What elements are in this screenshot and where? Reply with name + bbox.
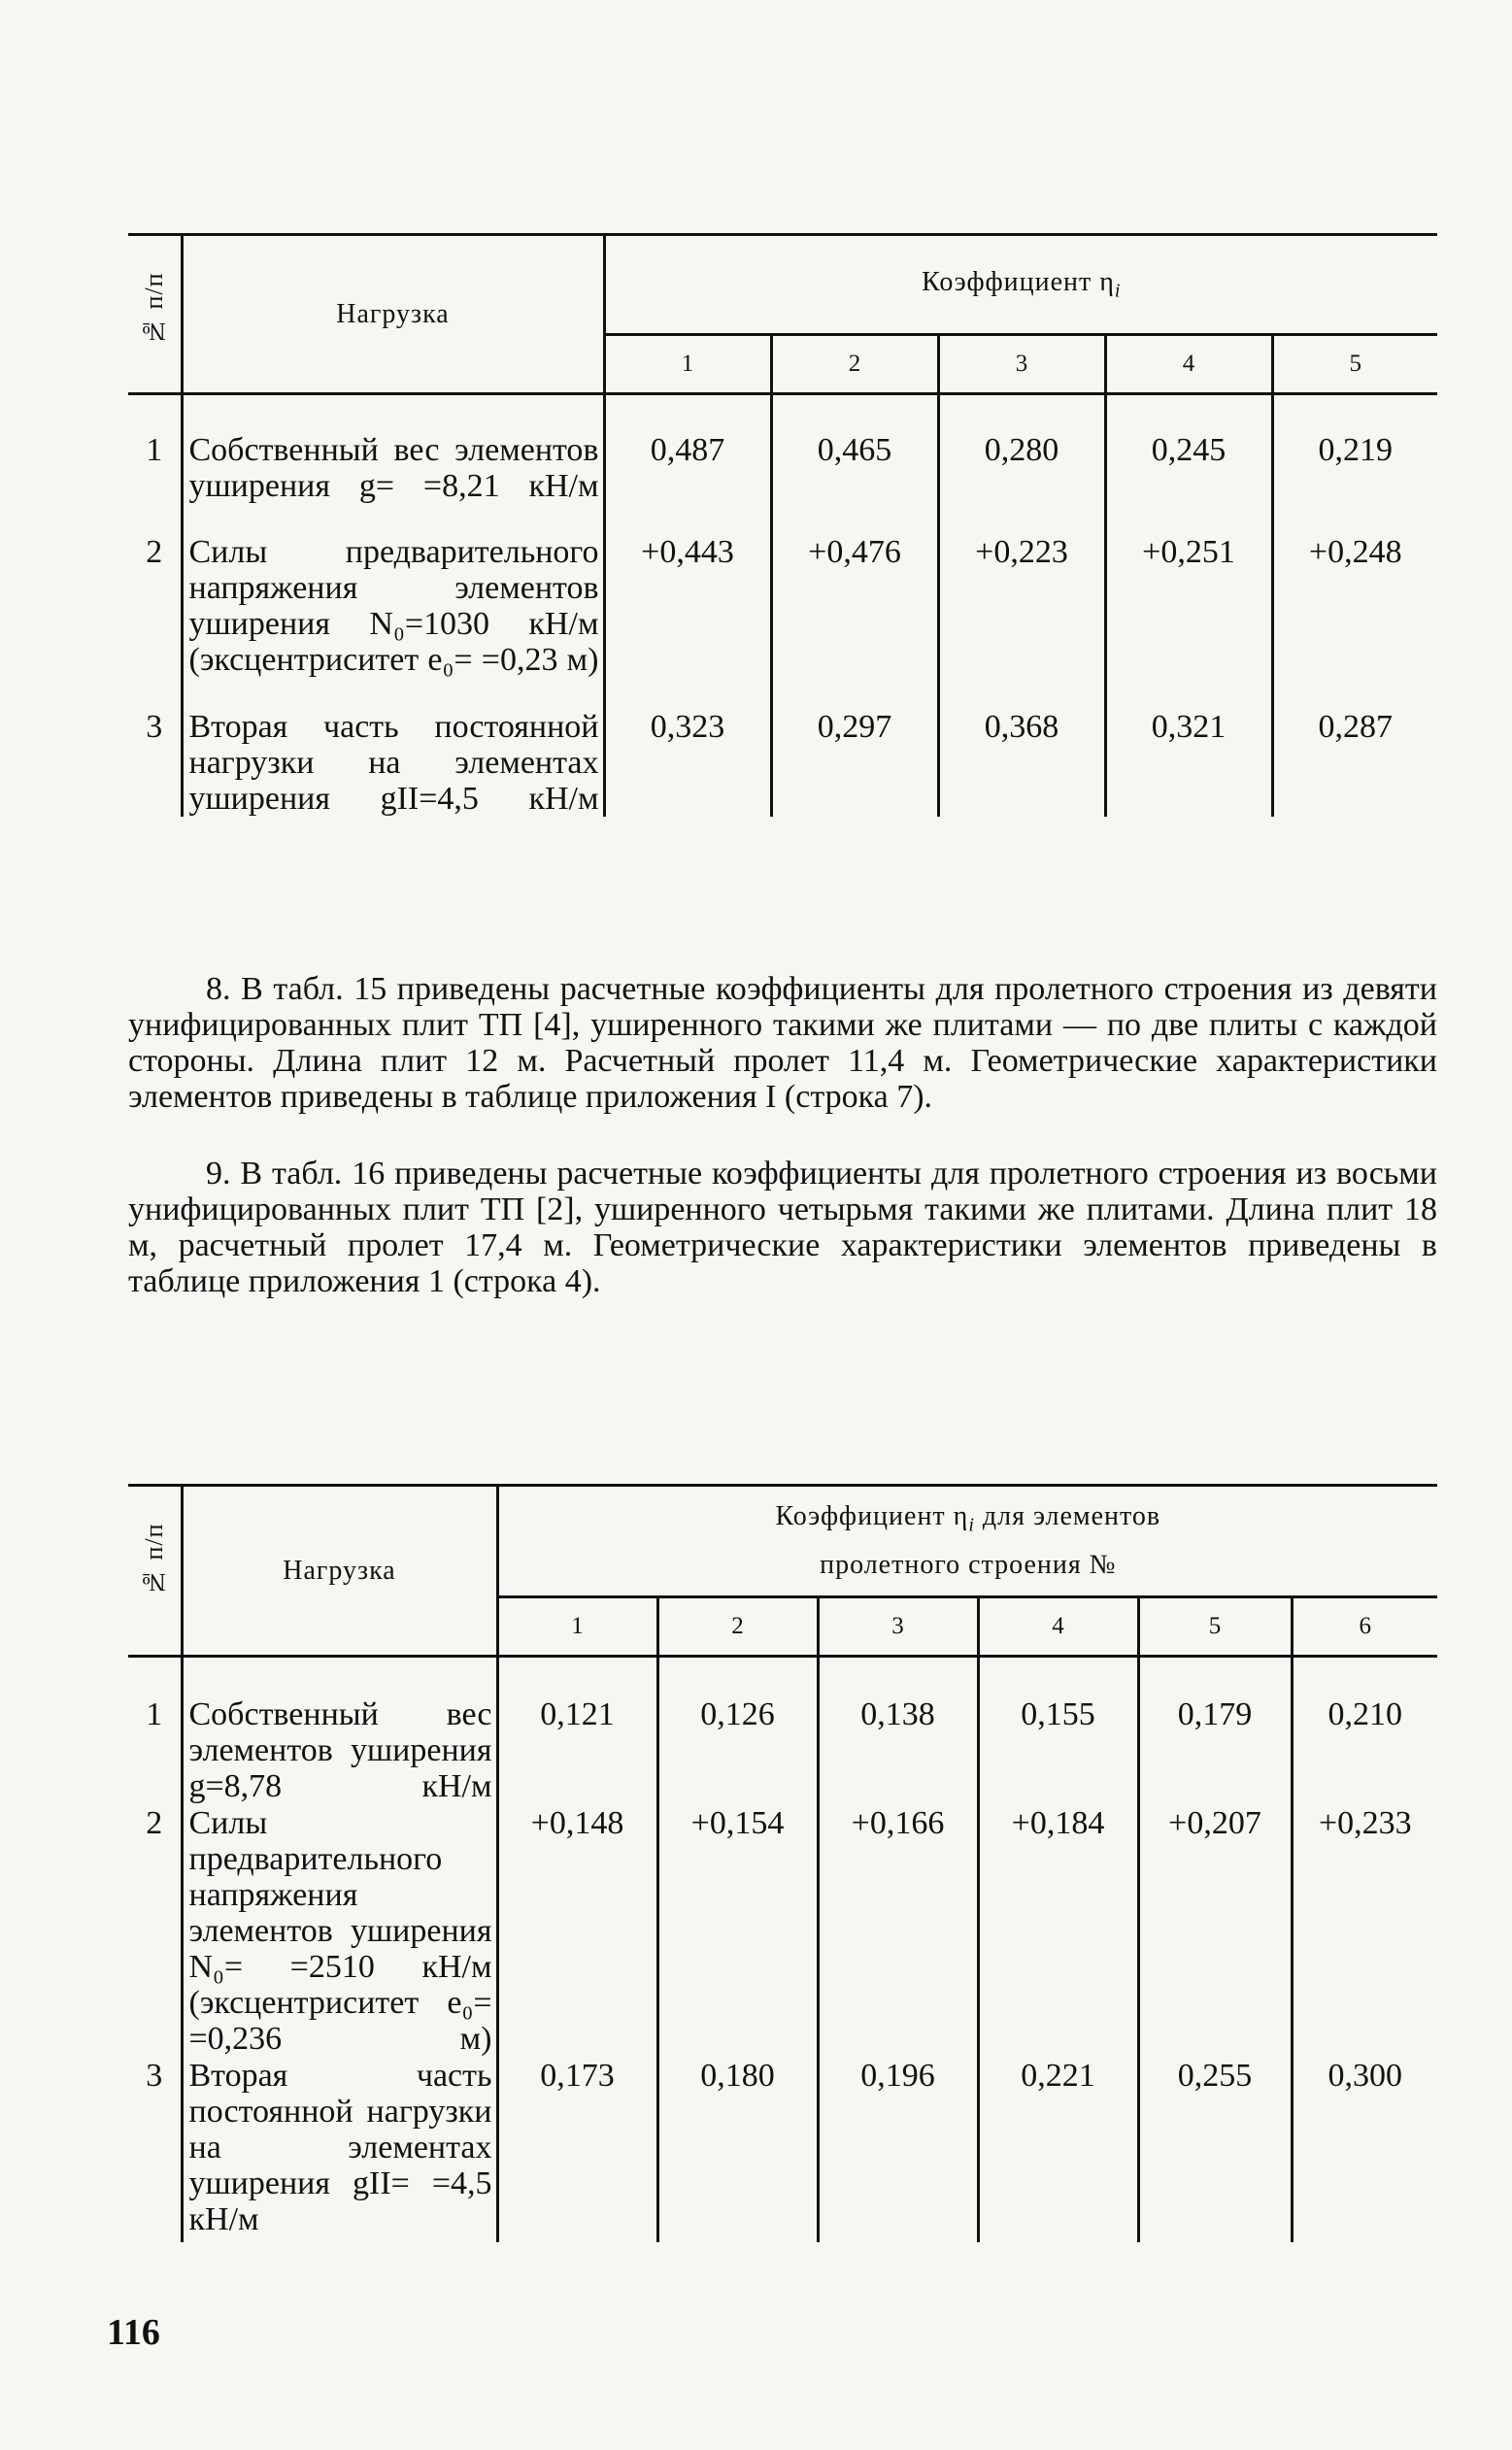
- col-header-3: 3: [818, 1597, 978, 1657]
- table-2: [128, 1484, 1437, 2242]
- col-header-4: 4: [978, 1597, 1138, 1657]
- table-row: 2 Силы предварительного напряжения элементов уширения N₀=1030 кН/м (эксцентриситет e₀= =0,23 м) +0,443 +0,476 +0,223 +0,251 +0,248: [128, 534, 1437, 709]
- coef-header: Коэффициент $\eta_i$: [604, 235, 1437, 335]
- col-num-header: № п/п: [128, 1486, 182, 1657]
- col-header-5: 5: [1349, 351, 1362, 377]
- coef-header: Коэффициент $\eta_i$ для элементов пролетного строения №: [497, 1486, 1437, 1597]
- col-header-5: 5: [1138, 1597, 1292, 1657]
- table-row: 3 Вторая часть постоянной нагрузки на элементах уширения gII= =4,5 кН/м 0,173 0,180 0,196 0,221 0,255 0,300: [128, 2058, 1437, 2242]
- col-header-1: 1: [497, 1597, 657, 1657]
- col-header-6: 6: [1359, 1613, 1372, 1639]
- page-number: 116: [107, 2312, 160, 2353]
- paragraph-9: 9. В табл. 16 приведены расчетные коэффициенты для пролетного строения из восьми унифицированных плит ТП [2], уширенного четырьмя такими же плитами. Длина плит 18 м, расчетный пролет 17,4 м. Геометрические характеристики элементов приведены в таблице приложения 1 (строка 4).: [128, 1156, 1437, 1299]
- col-load-header: Нагрузка: [182, 235, 604, 394]
- table-row: 1 Собственный вес элементов уширения g=8,78 кН/м 0,121 0,126 0,138 0,155 0,179 0,210: [128, 1657, 1437, 1806]
- table-1: [128, 233, 1437, 817]
- col-header-2: 2: [771, 335, 938, 394]
- col-num-header: № п/п: [128, 235, 182, 394]
- table-row: 2 Силы предварительного напряжения элементов уширения N₀= =2510 кН/м (эксцентриситет e₀= =0,236 м) +0,148 +0,154 +0,166 +0,184 +0,207 +0,233: [128, 1805, 1437, 2058]
- col-header-1: 1: [604, 335, 771, 394]
- col-load-header: Нагрузка: [182, 1486, 497, 1657]
- col-header-4: 4: [1105, 335, 1272, 394]
- col-header-2: 2: [657, 1597, 818, 1657]
- table-row: 1 Собственный вес элементов уширения g= =8,21 кН/м 0,487 0,465 0,280 0,245 0,219: [128, 394, 1437, 535]
- col-header-3: 3: [938, 335, 1105, 394]
- table-row: 3 Вторая часть постоянной нагрузки на элементах уширения gII=4,5 кН/м 0,323 0,297 0,368 0,321 0,287: [128, 709, 1437, 817]
- paragraph-8: 8. В табл. 15 приведены расчетные коэффициенты для пролетного строения из девяти унифицированных плит ТП [4], уширенного такими же плитами — по две плиты с каждой стороны. Длина плит 12 м. Расчетный пролет 11,4 м. Геометрические характеристики элементов приведены в таблице приложения I (строка 7).: [128, 971, 1437, 1115]
